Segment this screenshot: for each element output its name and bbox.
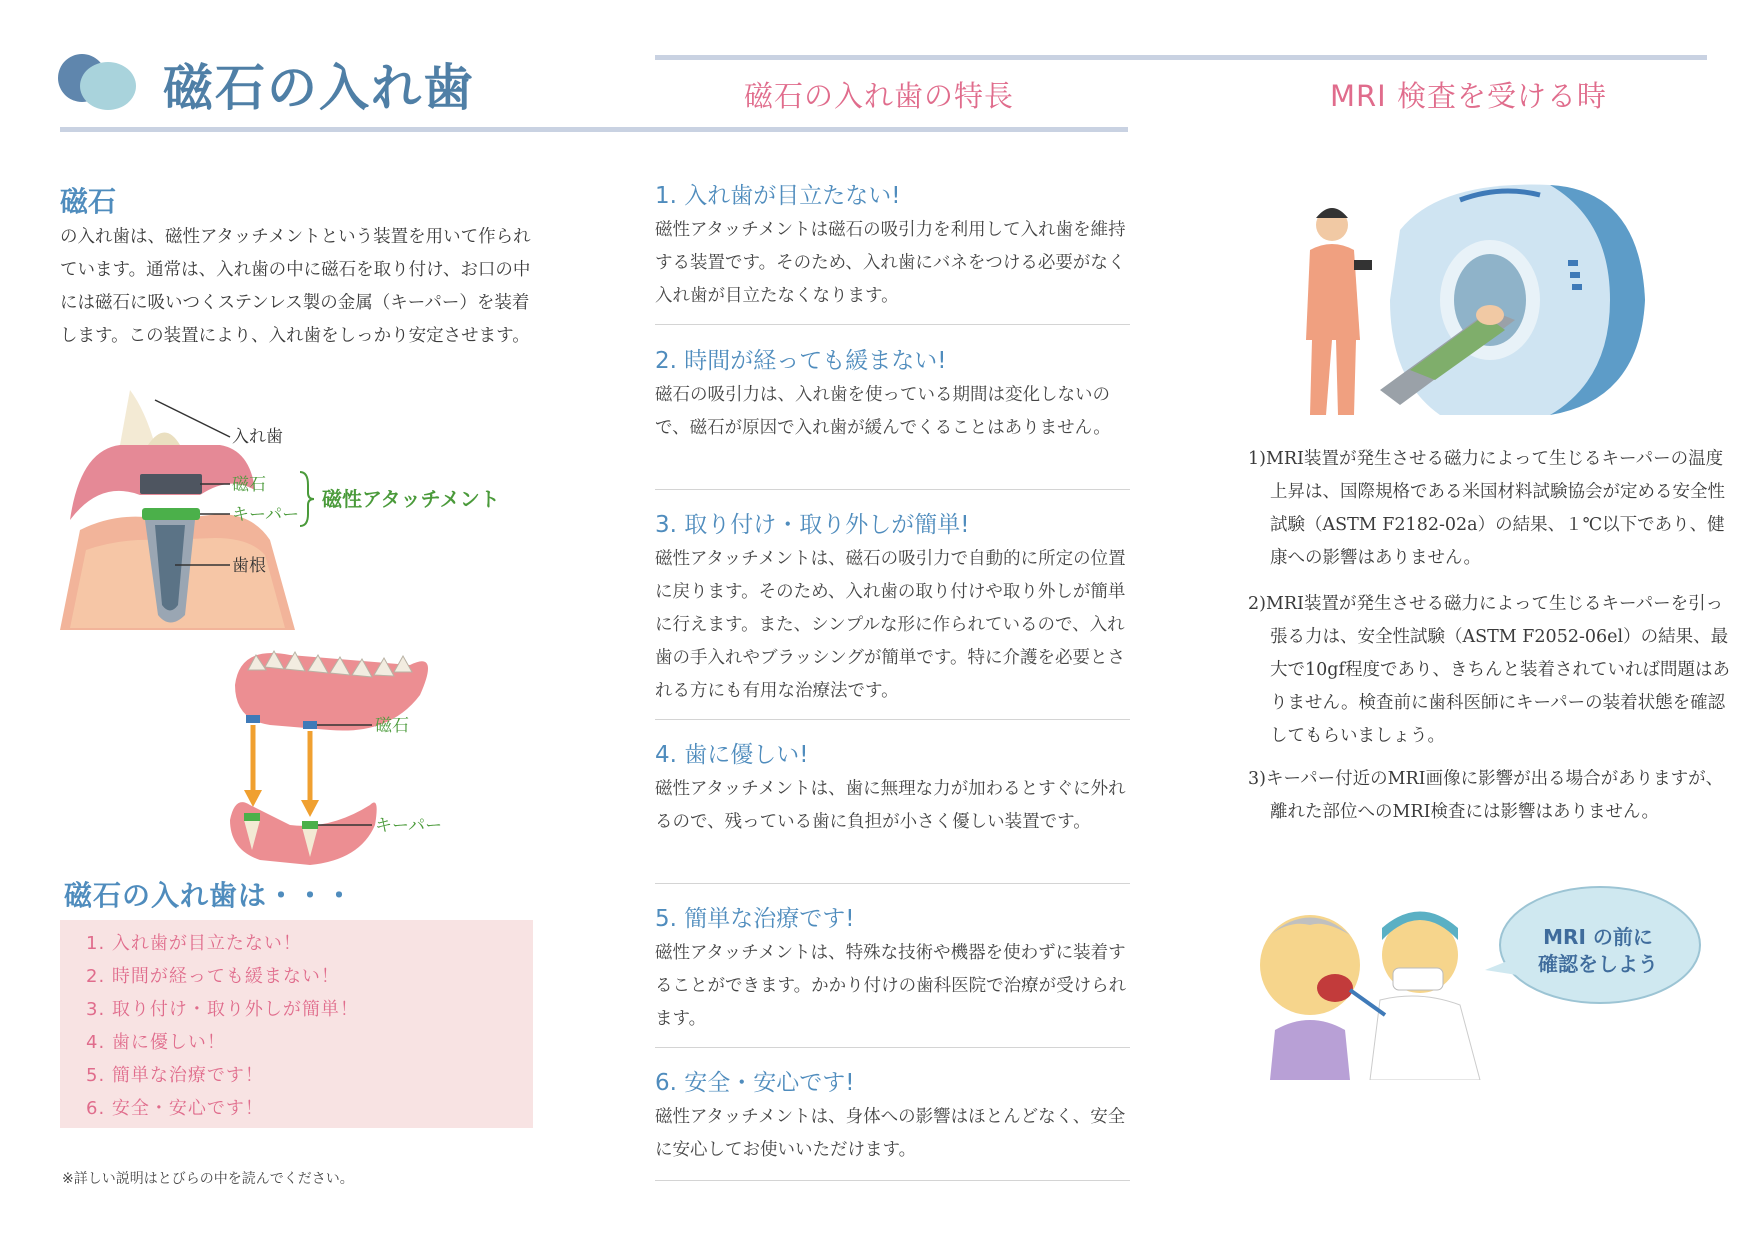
brochure-logo xyxy=(56,52,140,112)
feature-body: 磁性アタッチメントは、特殊な技術や機器を使わずに装着することができます。かかり付けの歯科医院で治療が受けられます。 xyxy=(655,943,1127,1029)
denture-diagram xyxy=(230,645,550,875)
mri-note: 2)MRI装置が発生させる磁力によって生じるキーパーを引っ張る力は、安全性試験（ASTM F2052-06el）の結果、最大で10gf程度であり、きちんと装着されていれば問題はありません。検査前に歯科医師にキーパーの装着状態を確認してもらいましょう。 xyxy=(1248,594,1730,746)
summary-item: 6. 安全・安心です！ xyxy=(86,1098,264,1119)
feature-body: 磁性アタッチメントは磁石の吸引力を利用して入れ歯を維持する装置です。そのため、入れ歯にバネをつける必要がなく入れ歯が目立たなくなります。 xyxy=(655,220,1126,306)
bubble-line-2: 確認をしよう xyxy=(1538,952,1658,976)
magnet-description: の入れ歯は、磁性アタッチメントという装置を用いて作られています。通常は、入れ歯の中に磁石を取り付け、お口の中には磁石に吸いつくステンレス製の金属（キーパー）を装着します。この装置により、入れ歯をしっかり安定させます。 xyxy=(60,227,531,346)
summary-item: 3. 取り付け・取り外しが簡単！ xyxy=(86,999,359,1020)
label-denture: 入れ歯 xyxy=(232,427,283,447)
footnote: ※詳しい説明はとびらの中を読んでください。 xyxy=(62,1171,354,1187)
feature-divider xyxy=(655,1047,1130,1048)
mri-title: MRI 検査を受ける時 xyxy=(1330,79,1607,113)
tooth-cross-section-diagram xyxy=(60,390,560,640)
bubble-line-1: MRI の前に xyxy=(1543,925,1653,949)
title-rule xyxy=(60,127,1128,132)
brochure-title: 磁石の入れ歯 xyxy=(163,59,475,117)
feature-body: 磁石の吸引力は、入れ歯を使っている期間は変化しないので、磁石が原因で入れ歯が緩んでくることはありません。 xyxy=(655,385,1111,438)
header-rule xyxy=(655,55,1707,60)
feature-divider xyxy=(655,719,1130,720)
feature-item xyxy=(655,901,1130,1036)
feature-item xyxy=(655,178,1130,313)
feature-title: 3. 取り付け・取り外しが簡単! xyxy=(655,512,970,538)
feature-body: 磁性アタッチメントは、身体への影響はほとんどなく、安全に安心してお使いいただけます。 xyxy=(655,1107,1126,1160)
feature-item xyxy=(655,1065,1130,1167)
feature-title: 5. 簡単な治療です! xyxy=(655,906,855,932)
feature-divider xyxy=(655,489,1130,490)
label-denture-keeper: キーパー xyxy=(375,816,443,836)
feature-item xyxy=(655,507,1130,708)
feature-title: 2. 時間が経っても緩まない! xyxy=(655,348,947,374)
mri-note: 3)キーパー付近のMRI画像に影響が出る場合がありますが、離れた部位へのMRI検査には影響はありません。 xyxy=(1248,769,1724,822)
feature-body: 磁性アタッチメントは、歯に無理な力が加わるとすぐに外れるので、残っている歯に負担が小さく優しい装置です。 xyxy=(655,779,1126,832)
label-root: 歯根 xyxy=(232,556,266,576)
summary-item: 5. 簡単な治療です！ xyxy=(86,1065,264,1086)
label-magnetic-attachment: 磁性アタッチメント xyxy=(322,487,500,511)
feature-title: 6. 安全・安心です! xyxy=(655,1070,855,1096)
feature-title: 1. 入れ歯が目立たない! xyxy=(655,183,901,209)
magnet-heading: 磁石 xyxy=(60,185,117,218)
speech-bubble-text xyxy=(1528,924,1668,978)
feature-item xyxy=(655,737,1130,839)
mri-note: 1)MRI装置が発生させる磁力によって生じるキーパーの温度上昇は、国際規格である米国材料試験協会が定める安全性試験（ASTM F2182-02a）の結果、１℃以下であり、健康への影響はありません。 xyxy=(1248,449,1725,568)
feature-body: 磁性アタッチメントは、磁石の吸引力で自動的に所定の位置に戻ります。そのため、入れ歯の取り付けや取り外しが簡単に行えます。また、シンプルな形に作られているので、入れ歯の手入れやブラッシングが簡単です。特に介護を必要とされる方にも有用な治療法です。 xyxy=(655,549,1126,701)
summary-item: 4. 歯に優しい！ xyxy=(86,1032,226,1053)
summary-item: 2. 時間が経っても緩まない！ xyxy=(86,966,340,987)
dentist-checkup-illustration xyxy=(1245,880,1715,1080)
label-keeper: キーパー xyxy=(232,505,300,525)
feature-divider xyxy=(655,883,1130,884)
label-magnet: 磁石 xyxy=(232,475,266,495)
label-denture-magnet: 磁石 xyxy=(375,716,409,736)
keeper-part xyxy=(142,508,200,520)
feature-divider xyxy=(655,324,1130,325)
magnet-part xyxy=(140,474,202,494)
summary-box xyxy=(60,920,533,1128)
mri-scanner-illustration xyxy=(1290,180,1650,420)
feature-item xyxy=(655,343,1130,445)
features-title: 磁石の入れ歯の特長 xyxy=(744,79,1015,113)
feature-divider xyxy=(655,1180,1130,1181)
feature-title: 4. 歯に優しい! xyxy=(655,742,809,768)
summary-item: 1. 入れ歯が目立たない！ xyxy=(86,933,302,954)
summary-heading: 磁石の入れ歯は・・・ xyxy=(64,879,355,912)
